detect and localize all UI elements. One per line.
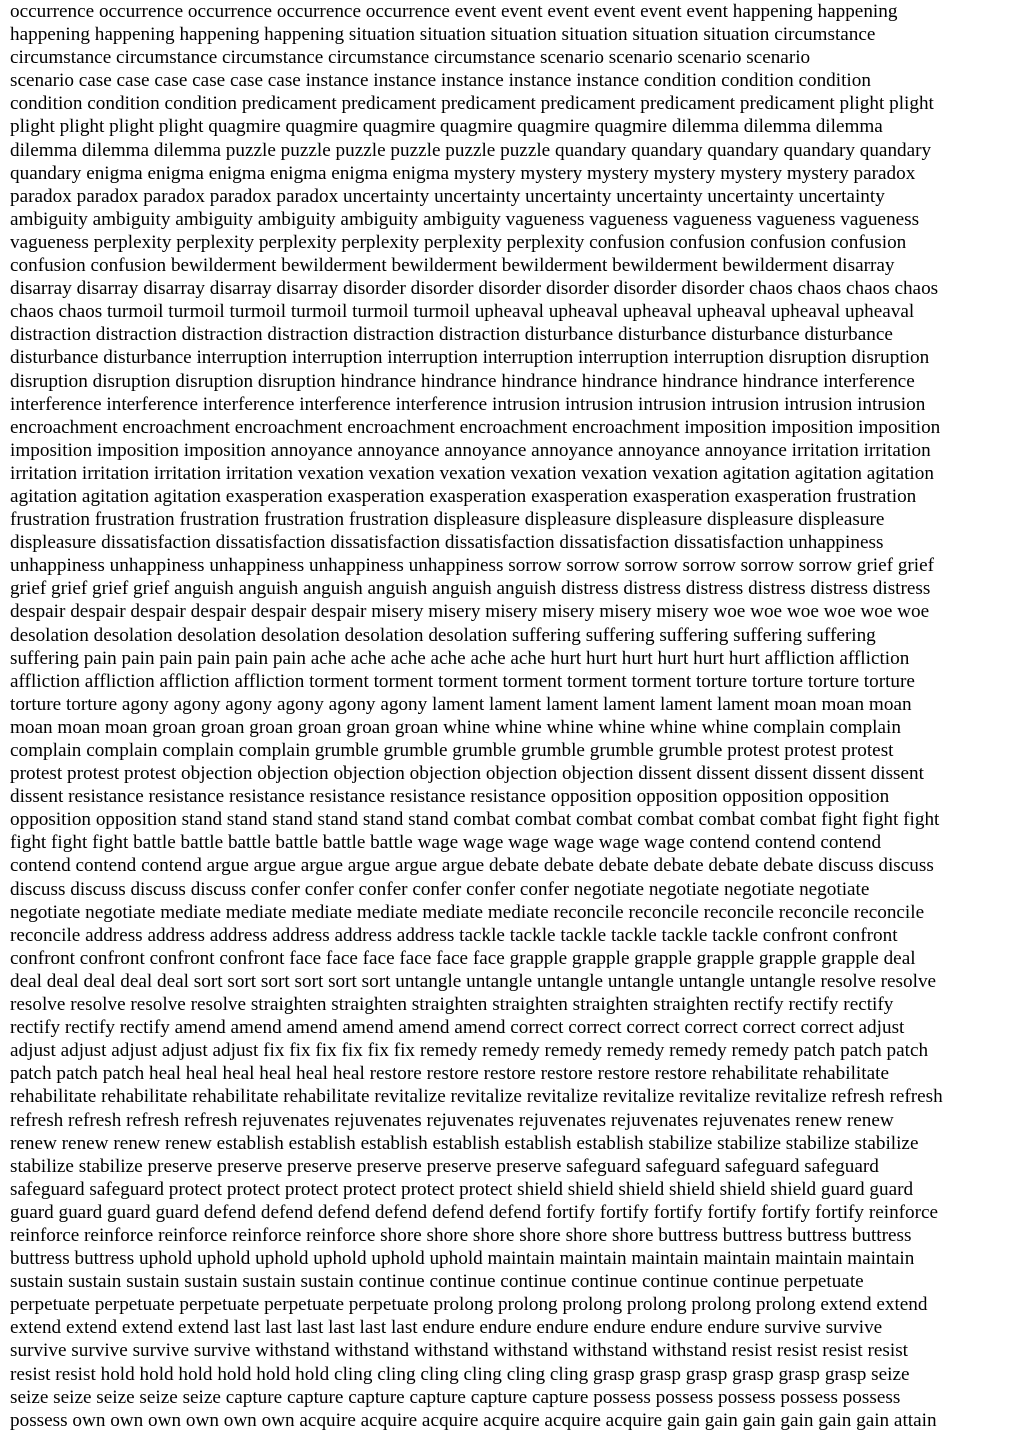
text-line: reconcile address address address address address address tackle tackle tackle tackle tackle tackle confront confront bbox=[10, 924, 898, 946]
text-line: chaos chaos turmoil turmoil turmoil turmoil turmoil turmoil upheaval upheaval upheaval upheaval upheaval upheaval bbox=[10, 301, 915, 323]
text-line: extend extend extend extend last last last last last last endure endure endure endure endure endure survive survive bbox=[10, 1317, 883, 1339]
text-line: perpetuate perpetuate perpetuate perpetuate perpetuate prolong prolong prolong prolong prolong prolong extend extend bbox=[10, 1294, 928, 1316]
text-line: patch patch patch heal heal heal heal heal heal restore restore restore restore restore restore rehabilitate rehabilitate bbox=[10, 1063, 889, 1085]
text-line: renew renew renew renew establish establish establish establish establish establish stabilize stabilize stabilize stabilize bbox=[10, 1132, 919, 1154]
text-line: adjust adjust adjust adjust adjust fix fix fix fix fix fix remedy remedy remedy remedy remedy remedy patch patch patch bbox=[10, 1040, 929, 1062]
text-line: rectify rectify rectify amend amend amend amend amend amend correct correct correct correct correct correct adjust bbox=[10, 1017, 905, 1039]
text-line: deal deal deal deal deal sort sort sort sort sort sort untangle untangle untangle untangle untangle untangle resolve resolve bbox=[10, 970, 937, 992]
text-line: possess own own own own own own acquire acquire acquire acquire acquire acquire gain gain gain gain gain gain attain bbox=[10, 1409, 937, 1431]
text-line: occurrence occurrence occurrence occurrence occurrence event event event event event event happening happening bbox=[10, 1, 898, 22]
text-line: displeasure dissatisfaction dissatisfaction dissatisfaction dissatisfaction dissatisfaction dissatisfaction unhappiness bbox=[10, 532, 884, 554]
text-line: disruption disruption disruption disruption hindrance hindrance hindrance hindrance hindrance hindrance interference bbox=[10, 370, 915, 392]
text-line: confusion confusion bewilderment bewilderment bewilderment bewilderment bewilderment bewilderment disarray bbox=[10, 255, 895, 277]
text-line: scenario case case case case case case instance instance instance instance instance condition condition condition bbox=[10, 70, 871, 92]
text-line: distraction distraction distraction distraction distraction distraction disturbance disturbance disturbance disturbance bbox=[10, 324, 893, 346]
text-line: survive survive survive survive withstand withstand withstand withstand withstand withstand resist resist resist resist bbox=[10, 1340, 908, 1362]
text-line: moan moan moan groan groan groan groan groan groan whine whine whine whine whine whine complain complain bbox=[10, 716, 901, 738]
text-line: imposition imposition imposition annoyance annoyance annoyance annoyance annoyance annoyance irritation irritation bbox=[10, 439, 931, 461]
text-line: disturbance disturbance interruption interruption interruption interruption interruption interruption disruption disruption bbox=[10, 347, 930, 369]
text-line: happening happening happening happening situation situation situation situation situation situation circumstance bbox=[10, 24, 876, 46]
text-line: seize seize seize seize seize capture capture capture capture capture capture possess possess possess possess possess bbox=[10, 1386, 901, 1408]
text-line: irritation irritation irritation irritation vexation vexation vexation vexation vexation vexation agitation agitation agitation bbox=[10, 462, 934, 484]
text-line: refresh refresh refresh refresh rejuvenates rejuvenates rejuvenates rejuvenates rejuvenates rejuvenates renew renew bbox=[10, 1109, 894, 1131]
text-line: resist resist hold hold hold hold hold hold cling cling cling cling cling cling grasp grasp grasp grasp grasp grasp seize bbox=[10, 1363, 910, 1385]
text-line: frustration frustration frustration frustration frustration displeasure displeasure displeasure displeasure displeasure bbox=[10, 509, 885, 531]
text-line: stabilize stabilize preserve preserve preserve preserve preserve preserve safeguard safeguard safeguard safeguard bbox=[10, 1155, 879, 1177]
text-line: contend contend contend argue argue argue argue argue argue debate debate debate debate debate debate discuss discuss bbox=[10, 855, 934, 877]
text-line: suffering pain pain pain pain pain pain ache ache ache ache ache ache hurt hurt hurt hurt hurt hurt affliction affliction bbox=[10, 647, 910, 669]
text-line: desolation desolation desolation desolation desolation desolation suffering suffering suffering suffering suffering bbox=[10, 624, 876, 646]
text-line: safeguard safeguard protect protect protect protect protect protect shield shield shield shield shield shield guard guard bbox=[10, 1178, 914, 1200]
text-line: condition condition condition predicament predicament predicament predicament predicament predicament plight plight bbox=[10, 93, 934, 115]
text-line: negotiate negotiate mediate mediate mediate mediate mediate mediate reconcile reconcile reconcile reconcile reconcile bbox=[10, 901, 925, 923]
text-line: circumstance circumstance circumstance circumstance circumstance scenario scenario scenario scenario bbox=[10, 47, 811, 69]
text-line: reinforce reinforce reinforce reinforce reinforce shore shore shore shore shore shore buttress buttress buttress buttress bbox=[10, 1224, 912, 1246]
text-line: rehabilitate rehabilitate rehabilitate rehabilitate revitalize revitalize revitalize revitalize revitalize revitalize refresh refresh bbox=[10, 1086, 943, 1108]
text-line: discuss discuss discuss discuss confer confer confer confer confer confer negotiate negotiate negotiate negotiate bbox=[10, 878, 870, 900]
text-line: confront confront confront confront face face face face face face grapple grapple grapple grapple grapple grapple deal bbox=[10, 947, 916, 969]
text-line: vagueness perplexity perplexity perplexity perplexity perplexity perplexity confusion confusion confusion confusion bbox=[10, 231, 907, 253]
text-line: disarray disarray disarray disarray disarray disorder disorder disorder disorder disorder disorder chaos chaos chaos chaos bbox=[10, 278, 939, 300]
text-line: paradox paradox paradox paradox paradox uncertainty uncertainty uncertainty uncertainty uncertainty uncertainty bbox=[10, 185, 885, 207]
text-line: protest protest protest objection objection objection objection objection objection dissent dissent dissent dissent dissent bbox=[10, 763, 924, 785]
text-line: affliction affliction affliction affliction torment torment torment torment torment torment torture torture torture torture bbox=[10, 670, 915, 692]
text-line: guard guard guard guard defend defend defend defend defend defend fortify fortify fortify fortify fortify fortify reinforce bbox=[10, 1201, 939, 1223]
text-line: dilemma dilemma dilemma puzzle puzzle puzzle puzzle puzzle puzzle quandary quandary quandary quandary quandary bbox=[10, 139, 932, 161]
text-line: buttress buttress uphold uphold uphold uphold uphold uphold maintain maintain maintain maintain maintain maintain bbox=[10, 1248, 915, 1270]
text-line: encroachment encroachment encroachment encroachment encroachment encroachment imposition imposition imposition bbox=[10, 416, 941, 438]
text-line: agitation agitation agitation exasperation exasperation exasperation exasperation exasperation exasperation frustration bbox=[10, 485, 917, 507]
text-line: fight fight fight battle battle battle battle battle battle wage wage wage wage wage wage contend contend contend bbox=[10, 832, 882, 854]
text-line: resolve resolve resolve resolve straighten straighten straighten straighten straighten straighten rectify rectify rectify bbox=[10, 994, 894, 1016]
text-line: grief grief grief grief anguish anguish anguish anguish anguish anguish distress distress distress distress distress distress bbox=[10, 578, 931, 600]
text-line: ambiguity ambiguity ambiguity ambiguity ambiguity ambiguity vagueness vagueness vagueness vagueness vagueness bbox=[10, 208, 920, 230]
text-line: quandary enigma enigma enigma enigma enigma enigma mystery mystery mystery mystery mystery mystery paradox bbox=[10, 162, 916, 184]
text-line: despair despair despair despair despair despair misery misery misery misery misery misery woe woe woe woe woe woe bbox=[10, 601, 930, 623]
text-line: sustain sustain sustain sustain sustain sustain continue continue continue continue continue continue perpetuate bbox=[10, 1271, 864, 1293]
text-line: dissent resistance resistance resistance resistance resistance resistance opposition opposition opposition opposition bbox=[10, 786, 890, 808]
text-line: unhappiness unhappiness unhappiness unhappiness unhappiness sorrow sorrow sorrow sorrow sorrow sorrow grief grief bbox=[10, 555, 935, 577]
text-line: torture torture agony agony agony agony agony agony lament lament lament lament lament lament moan moan moan bbox=[10, 693, 912, 715]
text-line: interference interference interference interference interference intrusion intrusion intrusion intrusion intrusion intrusion bbox=[10, 393, 926, 415]
text-line: complain complain complain complain grumble grumble grumble grumble grumble grumble protest protest protest bbox=[10, 740, 894, 761]
text-line: plight plight plight plight quagmire quagmire quagmire quagmire quagmire quagmire dilemma dilemma dilemma bbox=[10, 116, 883, 138]
text-line: opposition opposition stand stand stand stand stand stand combat combat combat combat combat combat fight fight fight bbox=[10, 809, 940, 831]
